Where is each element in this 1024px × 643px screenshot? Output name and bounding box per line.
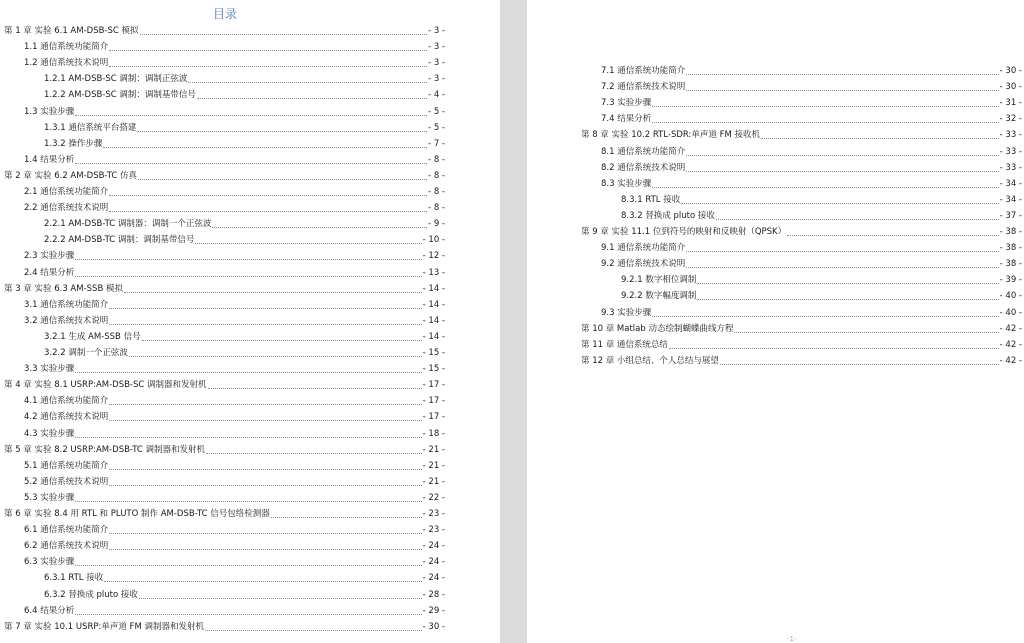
toc-entry-page: - 17 - [422,396,445,407]
toc-entry-page: - 17 - [422,412,445,423]
toc-entry-text: 6.2 通信系统技术说明 [24,541,109,552]
toc-entry[interactable] [24,362,445,376]
toc-entry-page: - 21 - [422,444,445,455]
dot-leader [205,621,422,631]
toc-entry-text: 7.2 通信系统技术说明 [601,82,686,93]
toc-entry-page: - 24 - [422,541,445,552]
toc-entry-text: 第 9 章 实验 11.1 位到符号的映射和反映射（QPSK） [581,227,787,237]
toc-entry-text: 3.2.1 生成 AM-SSB 信号 [44,331,141,342]
dot-leader [129,347,422,357]
toc-entry-page: - 21 - [422,476,445,487]
toc-entry[interactable] [44,137,445,151]
toc-entry[interactable] [621,209,1022,223]
toc-entry-page: - 30 - [999,82,1022,93]
toc-entry-page: - 23 - [422,525,445,536]
toc-entry[interactable] [24,539,445,553]
toc-entry[interactable] [24,249,445,263]
dot-leader [787,226,999,236]
toc-entry-page: - 13 - [422,267,445,278]
toc-entry[interactable] [601,96,1022,110]
toc-entry-text: 2.2.1 AM-DSB-TC 调制器：调制一个正弦波 [44,219,212,230]
toc-entry-page: - 42 - [999,339,1022,350]
toc-entry[interactable] [44,121,445,135]
toc-entry-text: 6.3.2 替换成 pluto 接收 [44,589,138,600]
toc-entry-text: 第 5 章 实验 8.2 USRP:AM-DSB-TC 调制器和发射机 [4,444,206,455]
toc-entry-page: - 42 - [999,323,1022,334]
toc-entry[interactable] [24,298,445,312]
toc-entry[interactable] [4,620,445,634]
dot-leader [652,178,998,188]
toc-entry[interactable] [601,241,1022,255]
toc-entry[interactable] [581,322,1022,336]
toc-entry-text: 第 4 章 实验 8.1 USRP:AM-DSB-SC 调制器和发射机 [4,380,207,391]
toc-entry[interactable] [601,306,1022,320]
toc-entry-text: 1.2.2 AM-DSB-SC 调制：调制基带信号 [44,90,196,101]
dot-leader [669,339,999,349]
dot-leader [75,363,421,373]
dot-leader [75,106,427,116]
toc-entry-page: - 22 - [422,492,445,503]
toc-entry-page: - 7 - [428,138,445,149]
toc-entry-page: - 17 - [422,380,445,391]
toc-entry-text: 第 8 章 实验 10.2 RTL-SDR:单声道 FM 接收机 [581,130,761,141]
toc-entry-page: - 37 - [999,210,1022,221]
toc-entry-text: 2.2 通信系统技术说明 [24,203,109,214]
toc-entry-text: 8.3 实验步骤 [601,178,652,189]
dot-leader [195,234,421,244]
dot-leader [138,170,427,180]
toc-entry-text: 1.2.1 AM-DSB-SC 调制：调制正弦波 [44,74,188,85]
document-page-right [527,0,1024,643]
dot-leader [761,129,999,139]
dot-leader [75,267,421,277]
toc-entry-text: 1.4 结果分析 [24,154,75,165]
dot-leader [652,113,998,123]
toc-entry-text: 8.2 通信系统技术说明 [601,162,686,173]
toc-entry-text: 9.1 通信系统功能简介 [601,243,686,254]
toc-entry-page: - 12 - [422,251,445,262]
toc-entry[interactable] [4,282,445,296]
toc-entry-page: - 14 - [422,331,445,342]
dot-leader [75,605,421,615]
toc-entry-page: - 8 - [428,187,445,197]
toc-entry[interactable] [4,169,445,183]
toc-entry-page: - 29 - [422,605,445,616]
toc-entry-text: 2.4 结果分析 [24,267,75,278]
dot-leader [720,355,999,365]
toc-entry-text: 3.1 通信系统功能简介 [24,299,109,310]
toc-entry-text: 第 3 章 实验 6.3 AM-SSB 模拟 [4,283,123,294]
toc-entry-text: 8.1 通信系统功能简介 [601,146,686,157]
toc-entry-text: 第 12 章 小组总结、个人总结与展望 [581,355,719,366]
dot-leader [140,25,428,35]
toc-entry[interactable] [4,378,445,392]
toc-entry-page: - 14 - [422,299,445,310]
toc-entry-page: - 3 - [428,74,445,85]
dot-leader [109,299,421,309]
toc-entry[interactable] [621,289,1022,303]
toc-entry-page: - 8 - [428,154,445,165]
dot-leader [109,524,421,534]
toc-entry[interactable] [581,128,1022,142]
toc-entry-page: - 38 - [999,243,1022,254]
toc-entry-text: 7.1 通信系统功能简介 [601,66,686,76]
dot-leader [716,210,999,220]
toc-entry[interactable] [581,354,1022,368]
toc-entry-page: - 21 - [422,460,445,471]
toc-entry-page: - 38 - [999,227,1022,237]
toc-entry-text: 9.2.1 数字相位调制 [621,275,697,286]
toc-entry[interactable] [24,555,445,569]
toc-entry-text: 3.3 实验步骤 [24,364,75,375]
toc-entry[interactable] [24,153,445,167]
dot-leader [734,323,998,333]
toc-entry-page: - 9 - [428,219,445,230]
toc-entry-page: - 30 - [999,66,1022,76]
toc-entry-page: - 5 - [428,106,445,117]
toc-entry-text: 3.2 通信系统技术说明 [24,315,109,326]
toc-entry-page: - 31 - [999,98,1022,109]
toc-entry-page: - 8 - [428,203,445,214]
dot-leader [208,379,422,389]
toc-entry-page: - 5 - [428,122,445,133]
dot-leader [109,41,427,51]
toc-entry-text: 6.3 实验步骤 [24,557,75,568]
toc-entry-page: - 30 - [422,621,445,632]
dot-leader [109,540,421,550]
toc-entry[interactable] [4,24,445,38]
toc-entry[interactable] [601,112,1022,126]
toc-entry-page: - 8 - [428,170,445,181]
dot-leader [686,81,998,91]
toc-entry-page: - 28 - [422,589,445,600]
toc-entry[interactable] [24,427,445,441]
toc-entry-page: - 3 - [428,26,445,36]
dot-leader [652,307,998,317]
toc-entry[interactable] [621,193,1022,207]
toc-entry-page: - 40 - [999,291,1022,302]
dot-leader [212,218,427,228]
toc-entry-text: 2.3 实验步骤 [24,251,75,262]
toc-entry-text: 8.3.1 RTL 接收 [621,194,681,205]
dot-leader [75,428,421,438]
dot-leader [686,258,998,268]
toc-entry-page: - 14 - [422,283,445,294]
toc-entry[interactable] [4,507,445,521]
toc-entry[interactable] [581,338,1022,352]
toc-entry-page: - 3 - [428,58,445,69]
dot-leader [109,57,427,67]
toc-entry[interactable] [601,145,1022,159]
toc-entry[interactable] [621,273,1022,287]
toc-entry-text: 1.2 通信系统技术说明 [24,58,109,69]
dot-leader [188,73,427,83]
toc-entry[interactable] [24,314,445,328]
page-footer: -1- [787,635,797,643]
dot-leader [75,556,421,566]
toc-entry-text: 6.4 结果分析 [24,605,75,616]
toc-entry-page: - 33 - [999,146,1022,157]
page-gutter [500,0,527,643]
toc-entry-page: - 24 - [422,557,445,568]
toc-entry-page: - 15 - [422,364,445,375]
toc-entry-page: - 24 - [422,573,445,584]
toc-entry-text: 7.3 实验步骤 [601,98,652,109]
toc-entry[interactable] [4,443,445,457]
toc-entry-page: - 14 - [422,315,445,326]
toc-entry-page: - 39 - [999,275,1022,286]
toc-entry[interactable] [24,604,445,618]
toc-entry-text: 第 1 章 实验 6.1 AM-DSB-SC 模拟 [4,26,139,36]
dot-leader [109,411,421,421]
toc-entry-page: - 33 - [999,130,1022,141]
dot-leader [75,154,427,164]
toc-entry[interactable] [44,571,445,585]
toc-entry-text: 3.2.2 调制一个正弦波 [44,348,128,358]
toc-entry-text: 4.1 通信系统功能简介 [24,396,109,407]
toc-entry[interactable] [24,56,445,70]
toc-entry[interactable] [601,64,1022,78]
toc-entry[interactable] [24,523,445,537]
toc-entry-page: - 34 - [999,178,1022,189]
toc-entry-page: - 32 - [999,114,1022,125]
dot-leader [652,97,998,107]
toc-entry[interactable] [24,40,445,54]
dot-leader [109,202,427,212]
toc-entry-page: - 15 - [422,348,445,358]
dot-leader [686,242,998,252]
dot-leader [271,508,422,518]
dot-leader [104,572,421,582]
dot-leader [681,194,998,204]
toc-entry-text: 1.3.2 操作步骤 [44,138,103,149]
dot-leader [206,444,422,454]
toc-entry-text: 第 7 章 实验 10.1 USRP:单声道 FM 调制器和发射机 [4,621,204,632]
toc-entry-text: 7.4 结果分析 [601,114,652,125]
toc-entry[interactable] [24,475,445,489]
toc-entry[interactable] [44,217,445,231]
toc-entry-page: - 3 - [428,42,445,53]
toc-entry-text: 2.2.2 AM-DSB-TC 调制：调制基带信号 [44,235,195,246]
toc-entry[interactable] [601,257,1022,271]
toc-entry-text: 5.1 通信系统功能简介 [24,460,109,471]
dot-leader [103,138,427,148]
toc-entry[interactable] [601,80,1022,94]
toc-entry[interactable] [24,201,445,215]
toc-title: 目录 [212,7,237,21]
toc-entry[interactable] [24,185,445,199]
dot-leader [697,290,998,300]
toc-entry[interactable] [601,177,1022,191]
dot-leader [142,331,422,341]
toc-entry-text: 1.3 实验步骤 [24,106,75,117]
toc-entry-text: 5.3 实验步骤 [24,492,75,503]
toc-entry[interactable] [24,394,445,408]
dot-leader [197,89,427,99]
toc-entry-text: 9.2 通信系统技术说明 [601,259,686,270]
toc-entry-text: 9.3 实验步骤 [601,307,652,318]
dot-leader [686,162,998,172]
toc-entry-text: 第 2 章 实验 6.2 AM-DSB-TC 仿真 [4,170,138,181]
toc-entry-text: 5.2 通信系统技术说明 [24,476,109,487]
toc-entry-text: 第 6 章 实验 8.4 用 RTL 和 PLUTO 制作 AM-DSB-TC 信号包络检测器 [4,509,270,519]
toc-entry-text: 第 11 章 通信系统总结 [581,339,668,350]
document-page-left [0,0,500,643]
toc-entry-page: - 10 - [422,235,445,246]
toc-entry[interactable] [24,459,445,473]
toc-entry-page: - 38 - [999,259,1022,270]
toc-entry-text: 8.3.2 替换成 pluto 接收 [621,210,715,221]
dot-leader [75,492,421,502]
toc-entry-text: 第 10 章 Matlab 动态绘制蝴蝶曲线方程 [581,323,734,334]
toc-entry-page: - 42 - [999,355,1022,366]
dot-leader [109,186,427,196]
toc-entry[interactable] [581,225,1022,239]
toc-entry[interactable] [601,161,1022,175]
toc-entry[interactable] [44,72,445,86]
toc-entry-page: - 23 - [422,509,445,519]
toc-entry-page: - 18 - [422,428,445,439]
toc-entry-page: - 33 - [999,162,1022,173]
dot-leader [124,283,422,293]
dot-leader [109,315,421,325]
dot-leader [139,589,422,599]
toc-entry-text: 2.1 通信系统功能简介 [24,187,109,197]
toc-entry[interactable] [44,88,445,102]
dot-leader [75,250,421,260]
toc-entry-text: 6.1 通信系统功能简介 [24,525,109,536]
toc-entry-page: - 34 - [999,194,1022,205]
toc-entry-text: 6.3.1 RTL 接收 [44,573,104,584]
toc-entry[interactable] [24,105,445,119]
toc-entry-page: - 40 - [999,307,1022,318]
toc-entry[interactable] [24,410,445,424]
dot-leader [697,274,998,284]
toc-entry[interactable] [44,346,445,360]
toc-entry-page: - 4 - [428,90,445,101]
toc-entry[interactable] [44,588,445,602]
toc-entry-text: 1.1 通信系统功能简介 [24,42,109,53]
toc-entry[interactable] [24,266,445,280]
dot-leader [109,460,421,470]
toc-entry[interactable] [24,491,445,505]
dot-leader [109,395,421,405]
dot-leader [109,476,421,486]
dot-leader [137,122,427,132]
toc-entry[interactable] [44,330,445,344]
toc-entry-text: 1.3.1 通信系统平台搭建 [44,122,137,133]
toc-entry-text: 4.2 通信系统技术说明 [24,412,109,423]
dot-leader [686,65,998,75]
dot-leader [686,146,998,156]
toc-entry-text: 4.3 实验步骤 [24,428,75,439]
toc-entry-text: 9.2.2 数字幅度调制 [621,291,697,302]
toc-entry[interactable] [44,233,445,247]
